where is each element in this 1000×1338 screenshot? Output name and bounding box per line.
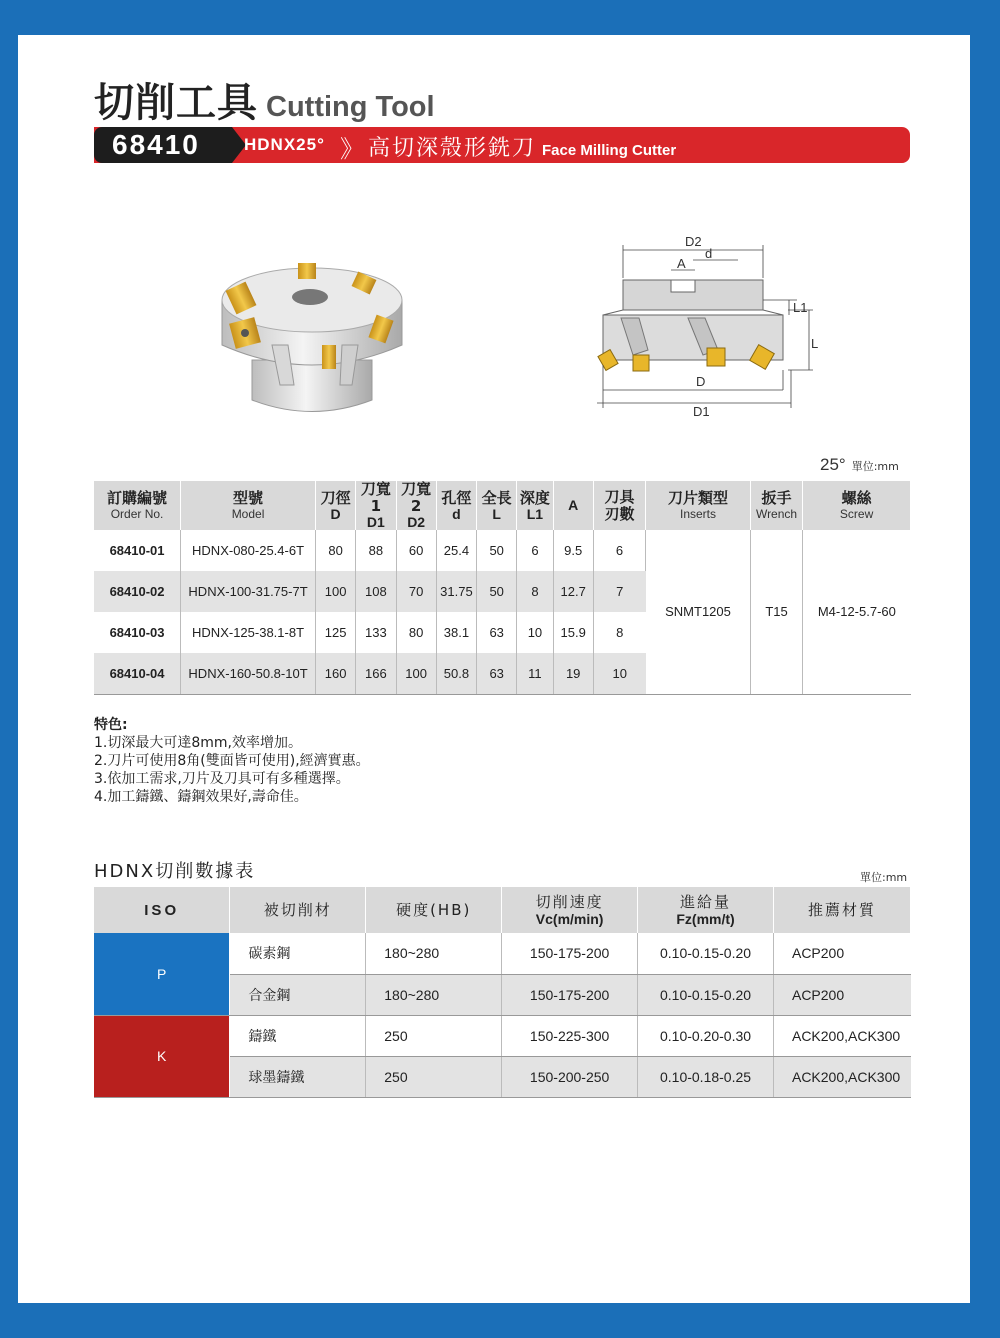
- catalog-page: [18, 35, 970, 1303]
- table-row: 68410-04 HDNX-160-50.8-10T 160 166 100 50.8 63 11 19 10: [94, 653, 911, 694]
- col-feed: 進給量 Fz(mm/t): [638, 887, 774, 933]
- table-row: 68410-01 HDNX-080-25.4-6T 80 88 60 25.4 50 6 9.5 6 SNMT1205 T15 M4-12-5.7-60: [94, 530, 911, 571]
- col-inserts: 刀片類型 Inserts: [646, 481, 751, 530]
- list-item: 3.依加工需求,刀片及刀具可有多種選擇。: [94, 771, 350, 787]
- col-model: 型號 Model: [181, 481, 316, 530]
- table-row: 合金鋼 180~280 150-175-200 0.10-0.15-0.20 ACP200: [94, 974, 911, 1015]
- heading-en: Cutting Tool: [266, 91, 435, 123]
- col-teeth: 刀具 刃數: [593, 481, 645, 530]
- spec-header-row: [94, 481, 911, 530]
- col-D1: 刀寬1 D1: [356, 481, 396, 530]
- label-A: A: [677, 256, 686, 271]
- label-L1: L1: [793, 300, 808, 315]
- col-A: A: [553, 481, 593, 530]
- features-title: 特色:: [94, 717, 128, 733]
- spec-unit-label: 25° 單位:mm: [820, 455, 899, 474]
- cutting-header-row: [94, 887, 911, 933]
- cutting-unit-label: 單位:mm: [860, 871, 908, 884]
- table-row: 球墨鑄鐵 250 150-200-250 0.10-0.18-0.25 ACK200,ACK300: [94, 1056, 911, 1097]
- chevron-icon: 》: [340, 135, 364, 163]
- col-D2: 刀寬2 D2: [396, 481, 436, 530]
- col-order: 訂購編號 Order No.: [94, 481, 181, 530]
- cutting-data-table: [94, 887, 911, 1098]
- list-item: 2.刀片可使用8角(雙面皆可使用),經濟實惠。: [94, 753, 370, 769]
- col-D: 刀徑 D: [315, 481, 355, 530]
- table-row: 68410-02 HDNX-100-31.75-7T 100 108 70 31.75 50 8 12.7 7: [94, 571, 911, 612]
- model-code: HDNX25°: [244, 135, 325, 154]
- col-speed: 切削速度 Vc(m/min): [502, 887, 638, 933]
- page-heading: [94, 71, 435, 128]
- table-row: 68410-03 HDNX-125-38.1-8T 125 133 80 38.1 63 10 15.9 8: [94, 612, 911, 653]
- product-banner: [94, 127, 910, 163]
- cutter-photo: [202, 245, 422, 425]
- iso-group-k: K: [94, 1015, 230, 1097]
- col-grade: 推薦材質: [773, 887, 910, 933]
- iso-group-p: P: [94, 933, 230, 1015]
- lead-angle: 25°: [820, 455, 846, 474]
- table-row: K 鑄鐵 250 150-225-300 0.10-0.20-0.30 ACK200,ACK300: [94, 1015, 911, 1056]
- label-D1: D1: [693, 404, 710, 419]
- list-item: 1.切深最大可達8mm,效率增加。: [94, 735, 302, 751]
- cutting-data-title: HDNX切削數據表: [94, 861, 256, 882]
- insert-type: SNMT1205: [646, 530, 751, 694]
- col-L: 全長 L: [477, 481, 517, 530]
- features-list: [94, 716, 370, 806]
- wrench-type: T15: [750, 530, 802, 694]
- col-iso: ISO: [94, 887, 230, 933]
- product-name: 高切深殼形銑刀 Face Milling Cutter: [368, 136, 677, 161]
- col-wrench: 扳手 Wrench: [750, 481, 802, 530]
- dimension-drawing: [593, 230, 823, 430]
- heading-zh: 切削工具: [94, 80, 258, 126]
- spec-table: [94, 481, 911, 695]
- col-material: 被切削材: [230, 887, 366, 933]
- label-D: D: [696, 374, 706, 389]
- screw-type: M4-12-5.7-60: [803, 530, 911, 694]
- col-hardness: 硬度(HB): [366, 887, 502, 933]
- label-d: d: [705, 246, 713, 261]
- col-d: 孔徑 d: [436, 481, 476, 530]
- label-L: L: [811, 336, 819, 351]
- table-row: P 碳素鋼 180~280 150-175-200 0.10-0.15-0.20 ACP200: [94, 933, 911, 974]
- label-D2: D2: [685, 234, 702, 249]
- col-screw: 螺絲 Screw: [803, 481, 911, 530]
- col-L1: 深度 L1: [517, 481, 553, 530]
- list-item: 4.加工鑄鐵、鑄鋼效果好,壽命佳。: [94, 789, 308, 805]
- series-number: 68410: [112, 129, 200, 160]
